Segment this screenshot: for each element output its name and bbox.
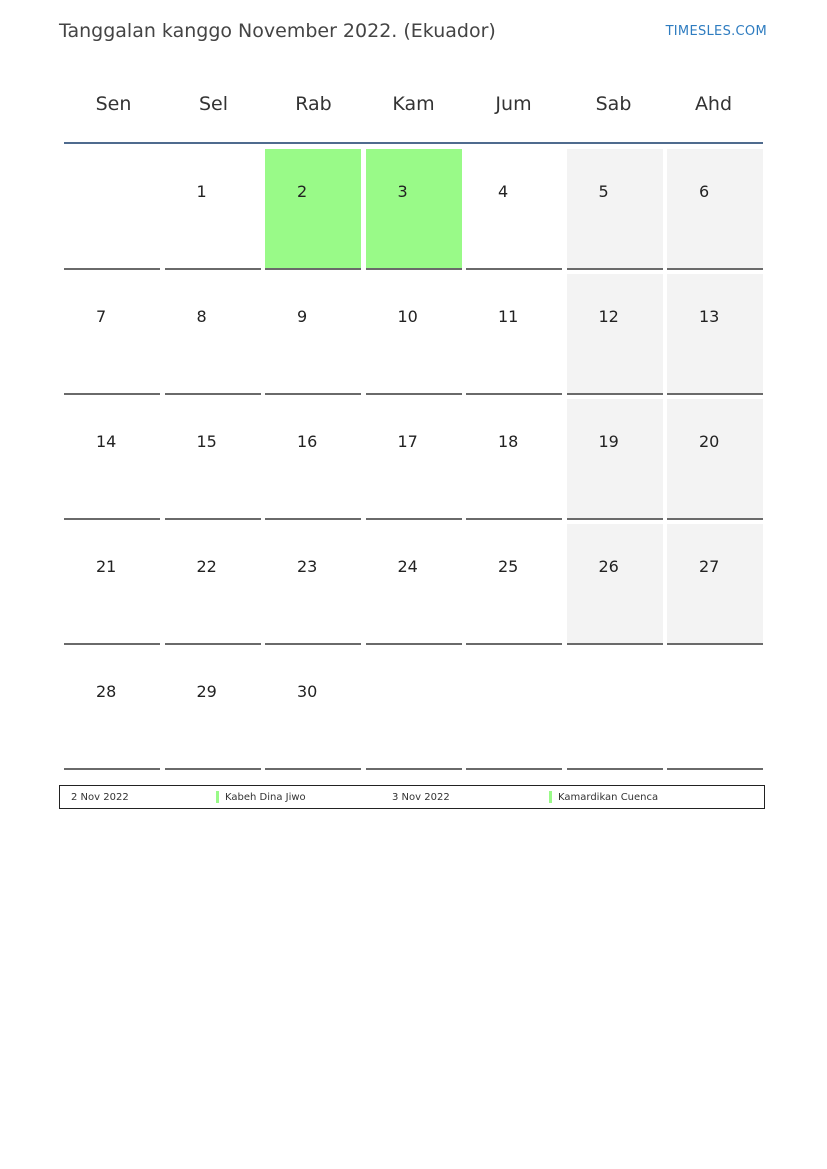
calendar-day-cell [265, 524, 361, 645]
day-number: 12 [598, 307, 619, 326]
calendar-day-cell [64, 649, 160, 770]
calendar-day-cell [165, 149, 261, 270]
day-number: 16 [297, 432, 318, 451]
calendar-day-cell [466, 274, 562, 395]
calendar-day-cell [667, 149, 763, 270]
legend-date: 2 Nov 2022 [71, 792, 129, 803]
calendar-day-cell [567, 274, 663, 395]
day-number: 27 [699, 557, 720, 576]
day-number: 20 [699, 432, 720, 451]
day-number: 18 [498, 432, 519, 451]
day-number: 10 [397, 307, 418, 326]
calendar-empty-cell [64, 149, 160, 270]
calendar-day-cell [265, 149, 361, 270]
weekday-label: Sab [595, 93, 632, 115]
holiday-legend [59, 785, 765, 809]
day-number: 2 [297, 182, 308, 201]
day-number: 14 [96, 432, 117, 451]
calendar-day-cell [466, 149, 562, 270]
calendar-day-cell [567, 524, 663, 645]
day-number: 13 [699, 307, 720, 326]
legend-color-marker [549, 791, 552, 803]
weekday-label: Sen [95, 93, 132, 115]
weekday-label: Rab [295, 93, 332, 115]
day-number: 25 [498, 557, 519, 576]
calendar-day-cell [466, 524, 562, 645]
calendar-day-cell [165, 524, 261, 645]
day-number: 3 [397, 182, 408, 201]
page-title: Tanggalan kanggo November 2022. (Ekuador) [59, 20, 496, 42]
day-number: 7 [96, 307, 107, 326]
day-number: 6 [699, 182, 710, 201]
calendar-day-cell [165, 274, 261, 395]
day-number: 28 [96, 682, 117, 701]
weekday-label: Sel [198, 93, 229, 115]
legend-date: 3 Nov 2022 [392, 792, 450, 803]
site-link[interactable]: TIMESLES.COM [665, 24, 767, 39]
day-number: 11 [498, 307, 519, 326]
calendar-empty-cell [667, 649, 763, 770]
day-number: 5 [598, 182, 609, 201]
day-number: 29 [196, 682, 217, 701]
legend-holiday-name: Kamardikan Cuenca [558, 792, 659, 803]
legend-holiday-name: Kabeh Dina Jiwo [225, 792, 306, 803]
calendar-day-cell [64, 274, 160, 395]
day-number: 21 [96, 557, 117, 576]
day-number: 26 [598, 557, 619, 576]
weekday-label: Kam [392, 93, 435, 115]
calendar-grid [64, 149, 763, 770]
calendar-day-cell [366, 274, 462, 395]
calendar-day-cell [165, 649, 261, 770]
calendar-day-cell [466, 399, 562, 520]
calendar-empty-cell [567, 649, 663, 770]
weekday-label: Ahd [694, 93, 733, 115]
calendar-day-cell [567, 149, 663, 270]
weekday-header [64, 80, 763, 128]
calendar-day-cell [667, 524, 763, 645]
calendar-day-cell [64, 524, 160, 645]
calendar-day-cell [265, 649, 361, 770]
calendar-day-cell [265, 399, 361, 520]
day-number: 1 [196, 182, 207, 201]
calendar-day-cell [667, 399, 763, 520]
calendar-day-cell [366, 149, 462, 270]
day-number: 17 [397, 432, 418, 451]
calendar-empty-cell [466, 649, 562, 770]
day-number: 9 [297, 307, 308, 326]
calendar-day-cell [567, 399, 663, 520]
day-number: 15 [196, 432, 217, 451]
calendar-day-cell [667, 274, 763, 395]
day-number: 19 [598, 432, 619, 451]
calendar-day-cell [265, 274, 361, 395]
header-divider [64, 142, 763, 144]
weekday-label: Jum [495, 93, 532, 115]
calendar-day-cell [366, 524, 462, 645]
calendar-day-cell [165, 399, 261, 520]
day-number: 23 [297, 557, 318, 576]
calendar-day-cell [366, 399, 462, 520]
day-number: 4 [498, 182, 509, 201]
legend-color-marker [216, 791, 219, 803]
calendar-day-cell [64, 399, 160, 520]
day-number: 22 [196, 557, 217, 576]
day-number: 8 [196, 307, 207, 326]
calendar-empty-cell [366, 649, 462, 770]
day-number: 24 [397, 557, 418, 576]
day-number: 30 [297, 682, 318, 701]
